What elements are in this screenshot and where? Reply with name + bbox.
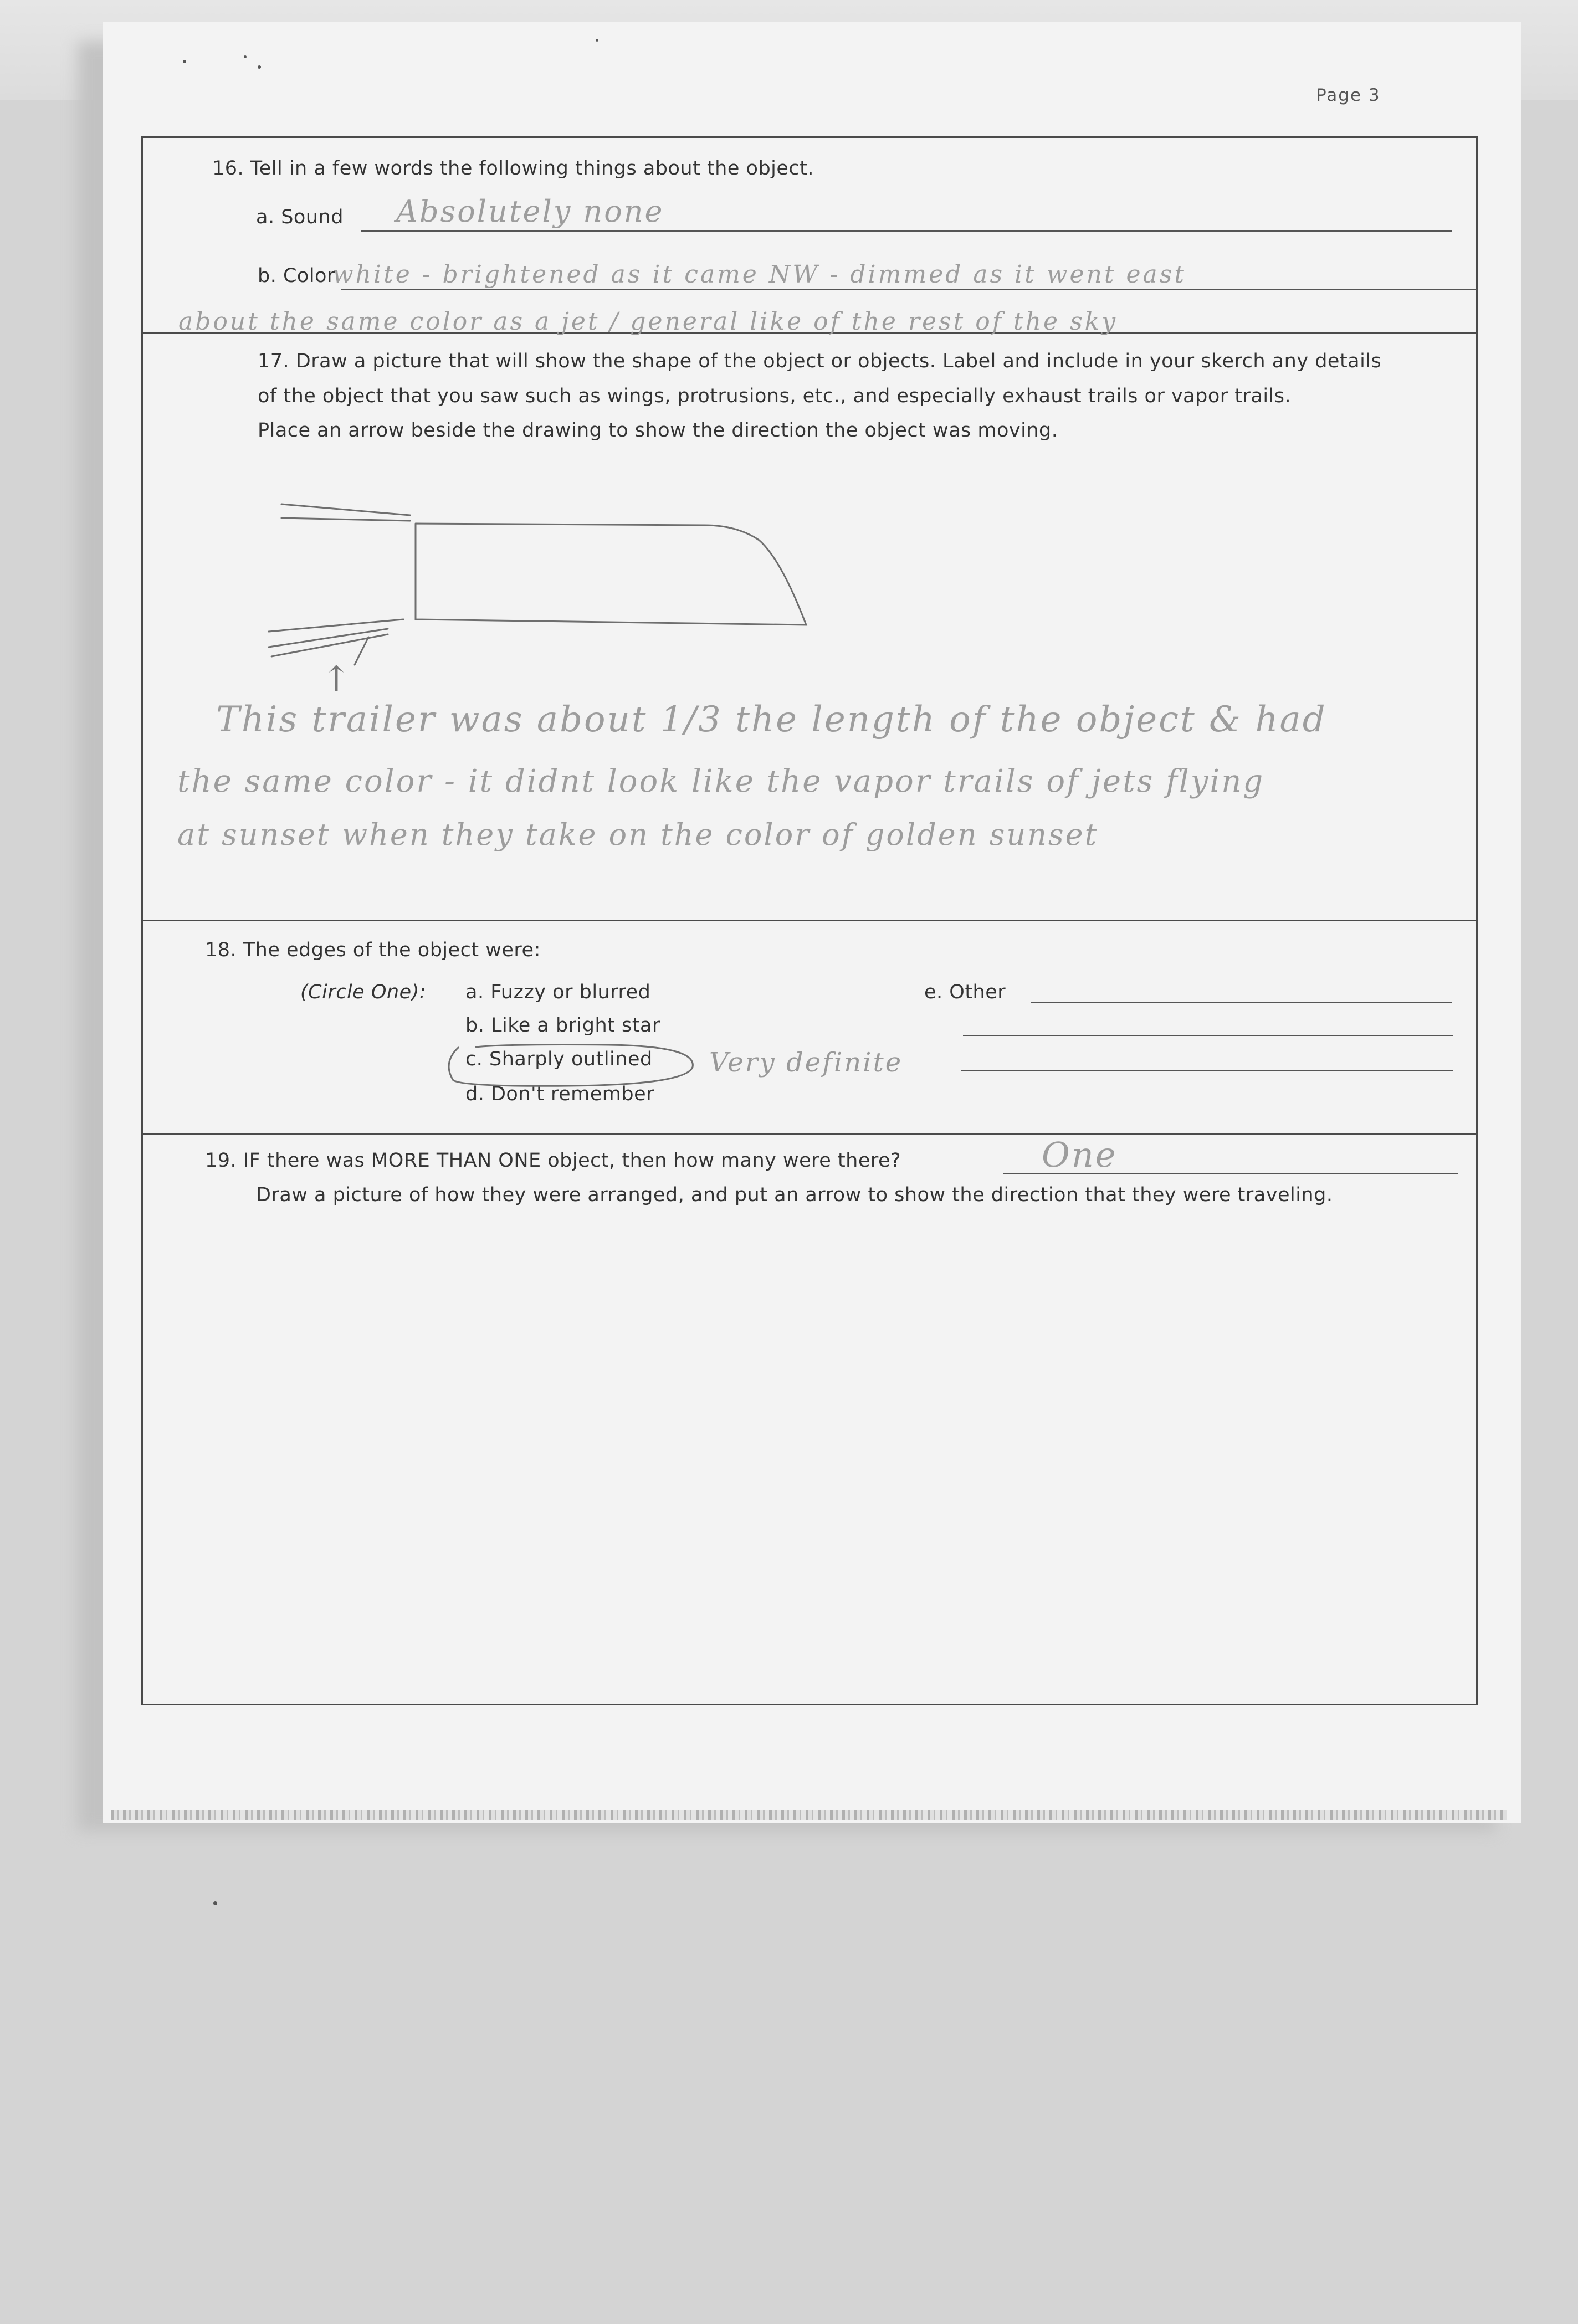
option-c: c. Sharply outlined (465, 1048, 653, 1070)
object-count-answer: One (1042, 1135, 1118, 1175)
page-number: Page 3 (1316, 85, 1381, 105)
color-answer-line-2: about the same color as a jet / general like of the rest of the sky (178, 307, 1118, 336)
sound-answer: Absolutely none (396, 194, 664, 229)
other-line-2 (963, 1035, 1453, 1036)
color-answer-line-1: white - brightened as it came NW - dimmed as it went east (332, 260, 1187, 289)
color-label: b. Color (258, 265, 335, 287)
question-16-prompt: 16. Tell in a few words the following things about the object. (212, 157, 814, 179)
question-19-line-1: 19. IF there was MORE THAN ONE object, then how many were there? (205, 1150, 901, 1172)
question-18-prompt: 18. The edges of the object were: (205, 939, 541, 961)
trail-note-line-3: at sunset when they take on the color of golden sunset (177, 817, 1099, 852)
other-line-3 (961, 1070, 1453, 1071)
other-line-1 (1031, 1002, 1452, 1003)
question-17-line-1: 17. Draw a picture that will show the shape of the object or objects. Label and include in your skerch any details (258, 350, 1382, 372)
question-19-line-2: Draw a picture of how they were arranged, and put an arrow to show the direction that they were traveling. (256, 1184, 1333, 1206)
trail-note-line-2: the same color - it didnt look like the vapor trails of jets flying (177, 763, 1265, 799)
option-b: b. Like a bright star (465, 1014, 660, 1037)
direction-arrow-mark: ↑ (321, 659, 353, 700)
option-a: a. Fuzzy or blurred (465, 981, 651, 1003)
question-17-line-3: Place an arrow beside the drawing to show the direction the object was moving. (258, 419, 1058, 442)
trail-note-line-1: This trailer was about 1/3 the length of the object & had (216, 699, 1327, 740)
option-d: d. Don't remember (465, 1083, 654, 1105)
question-17-line-2: of the object that you saw such as wings, protrusions, etc., and especially exhaust trails or vapor trails. (258, 385, 1292, 407)
edges-handwritten-note: Very definite (709, 1047, 903, 1078)
option-e: e. Other (924, 981, 1006, 1003)
sound-label: a. Sound (256, 206, 344, 228)
selected-option-circle (442, 1040, 708, 1090)
circle-one-label: (Circle One): (300, 981, 427, 1003)
